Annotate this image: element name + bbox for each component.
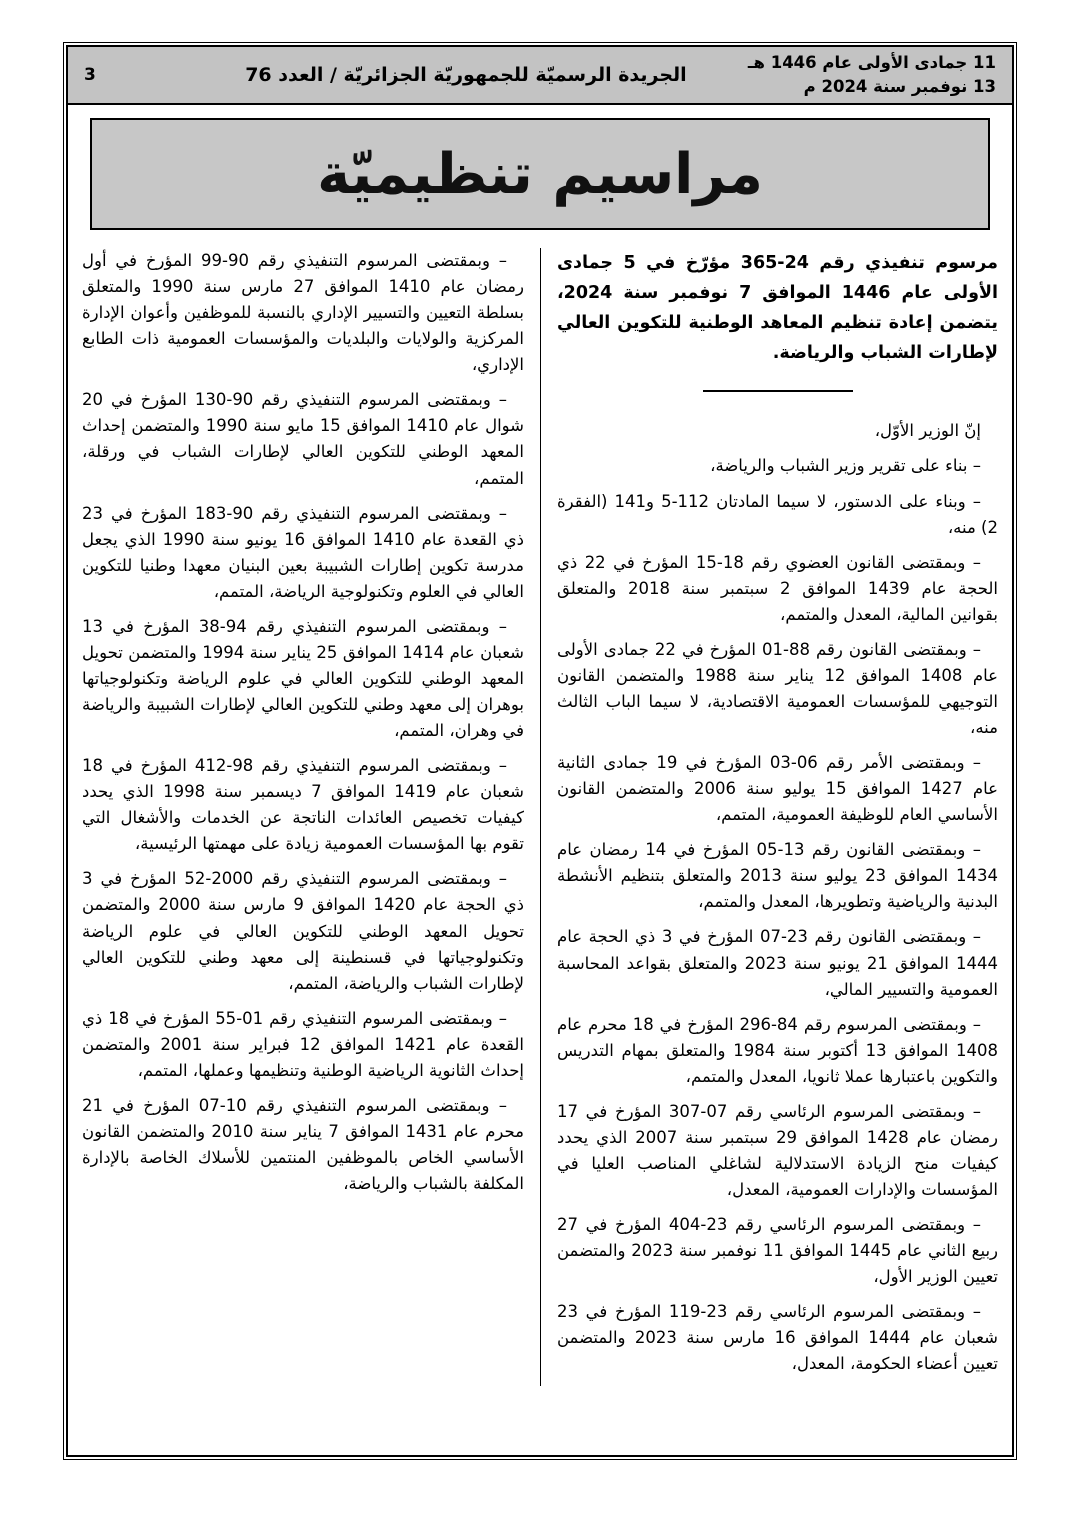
decree-heading: مرسوم تنفيذي رقم 24-365 مؤرّخ في 5 جمادى الأولى عام 1446 الموافق 7 نوفمبر سنة 2024، يتضمن إعادة تنظيم المعاهد الوطنية للتكوين العالي لإطارات الشباب والرياضة. [557,253,998,364]
page-number: 3 [84,65,96,85]
decree-clause: – وبمقتضى المرسوم التنفيذي رقم 98-412 المؤرخ في 18 شعبان عام 1419 الموافق 7 ديسمبر سنة 1998 الذي يحدد كيفيات تخصيص العائدات الناتجة عن الخدمات والأشغال التي تقوم بها المؤسسات العمومية زيادة على مهمتها الرئيسية، [82,756,524,854]
decree-clause: – وبمقتضى المرسوم التنفيذي رقم 90-99 المؤرخ في أول رمضان عام 1410 الموافق 27 مارس سنة 1990 والمتعلق بسلطة التعيين والتسيير الإداري بالنسبة للموظفين وأعوان الإدارة المركزية والولايات والبلديات والمؤسسات العمومية ذات الطابع الإداري، [82,251,524,375]
decree-clause: – وبمقتضى المرسوم التنفيذي رقم 10-07 المؤرخ في 21 محرم عام 1431 الموافق 7 يناير سنة 2010 والمتضمن القانون الأساسي الخاص بالموظفين المنتمين للأسلاك الخاصة بالإدارة المكلفة بالشباب والرياضة، [82,1095,525,1194]
decree-clause: – وبمقتضى المرسوم التنفيذي رقم 01-55 المؤرخ في 18 ذي القعدة عام 1421 الموافق 12 فبراير سنة 2001 والمتضمن إحداث الثانوية الرياضية الوطنية وتنظيمها وعملها، المتمم، [82,1008,524,1080]
decree-clause: – وبمقتضى المرسوم الرئاسي رقم 23-119 المؤرخ في 23 شعبان عام 1444 الموافق 16 مارس سنة 2023 والمتضمن تعيين أعضاء الحكومة، المعدل، [557,1302,998,1374]
issue-dates [748,51,996,99]
hijri-date: 11 جمادى الأولى عام 1446 هـ [747,53,996,73]
decree-clause: – وبمقتضى القانون رقم 23-07 المؤرخ في 3 ذي الحجة عام 1444 الموافق 21 يونيو سنة 2023 والمتعلق بقواعد المحاسبة العمومية والتسيير المالي، [557,927,998,999]
decree-clause: – وبمقتضى المرسوم الرئاسي رقم 07-307 المؤرخ في 17 رمضان عام 1428 الموافق 29 سبتمبر سنة 2007 الذي يحدد كيفيات منح الزيادة الاستدلالية لشاغلي المناصب العليا في المؤسسات والإدارات العمومية، المعدل، [557,1101,998,1199]
decree-clause: – بناء على تقرير وزير الشباب والرياضة، [710,456,981,476]
decree-clause: – وبمقتضى الأمر رقم 06-03 المؤرخ في 19 جمادى الثانية عام 1427 الموافق 15 يوليو سنة 2006 والمتضمن القانون الأساسي العام للوظيفة العمومية، المتمم، [557,753,998,825]
decree-intro: إنّ الوزير الأوّل، [874,421,981,441]
decree-clause: – وبمقتضى المرسوم رقم 84-296 المؤرخ في 18 محرم عام 1408 الموافق 13 أكتوبر سنة 1984 والمتعلق بمهام التدريس والتكوين باعتبارها عملا ثانويا، المعدل والمتمم، [557,1014,998,1086]
decrees-banner [90,118,990,230]
decree-clause: – وبمقتضى القانون العضوي رقم 18-15 المؤرخ في 22 ذي الحجة عام 1439 الموافق 2 سبتمبر سنة 2018 والمتعلق بقوانين المالية، المعدل والمتمم، [557,552,999,624]
page-frame [66,45,1014,1457]
page-header [68,47,1012,105]
gregorian-date: 13 نوفمبر سنة 2024 م [803,77,996,96]
decree-clause: – وبمقتضى المرسوم التنفيذي رقم 94-38 المؤرخ في 13 شعبان عام 1414 الموافق 25 يناير سنة 1994 والمتضمن تحويل المعهد الوطني للتكوين العالي في علوم الرياضة وتكنولوجياتها بوهران إلى معهد وطني للتكوين العالي لإطارات الشبيبة والرياضة في وهران، المتمم، [82,616,524,741]
column-right [540,248,998,1386]
text-columns [68,246,1012,1386]
banner-title: مراسيم تنظيميّة [317,141,763,207]
decree-clause: – وبمقتضى القانون رقم 13-05 المؤرخ في 14 رمضان عام 1434 الموافق 23 يوليو سنة 2013 والمتعلق بتنظيم الأنشطة البدنية والرياضية وتطويرها، المعدل والمتمم، [557,840,999,912]
decree-clause: – وبمقتضى المرسوم التنفيذي رقم 90-130 المؤرخ في 20 شوال عام 1410 الموافق 15 مايو سنة 1990 والمتضمن إحداث المعهد الوطني للتكوين العالي لإطارات الشباب في ورقلة، المتمم، [82,390,525,488]
section-separator [703,390,853,392]
journal-title: الجريدة الرسميّة للجمهوريّة الجزائريّة / العدد 76 [245,64,687,86]
decree-clause: – وبمقتضى المرسوم التنفيذي رقم 90-183 المؤرخ في 23 ذي القعدة عام 1410 الموافق 16 يونيو سنة 1990 الذي يجعل مدرسة تكوين إطارات الشبيبة بعين البنيان معهدا وطنيا للتكوين العالي في العلوم وتكنولوجية الرياضة، المتمم، [82,503,524,601]
decree-clause: – وبناء على الدستور، لا سيما المادتان 112-5 و141 (الفقرة 2) منه، [557,491,998,537]
decree-clause: – وبمقتضى المرسوم التنفيذي رقم 2000-52 المؤرخ في 3 ذي الحجة عام 1420 الموافق 9 مارس سنة 2000 والمتضمن تحويل المعهد الوطني للتكوين العالي في علوم الرياضة وتكنولوجياتها في قسنطينة إلى معهد وطني للتكوين العالي لإطارات الشباب والرياضة، المتمم، [82,869,524,993]
column-left [82,248,540,1386]
decree-clause: – وبمقتضى القانون رقم 88-01 المؤرخ في 22 جمادى الأولى عام 1408 الموافق 12 يناير سنة 1988 والمتضمن القانون التوجيهي للمؤسسات العمومية الاقتصادية، لا سيما الباب الثالث منه، [557,639,998,737]
decree-clause: – وبمقتضى المرسوم الرئاسي رقم 23-404 المؤرخ في 27 ربيع الثاني عام 1445 الموافق 11 نوفمبر سنة 2023 والمتضمن تعيين الوزير الأول، [557,1215,999,1287]
